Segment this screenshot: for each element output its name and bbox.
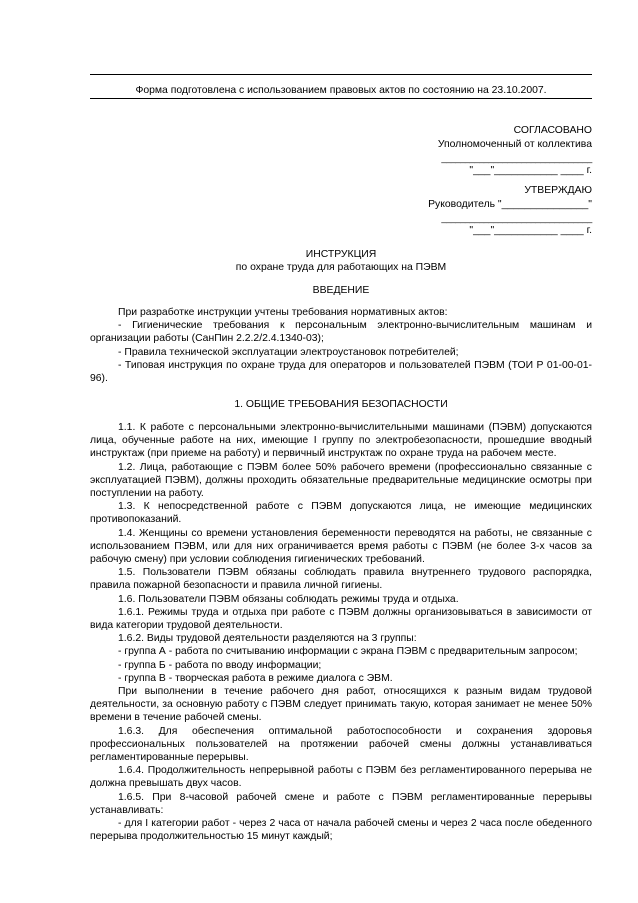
section1-paragraph: - для I категории работ - через 2 часа от начала рабочей смены и через 2 часа после обеденного перерыва продолжительностью 15 минут каждый; [90,818,592,843]
approve-date: "___"___________ ____ г. [469,225,592,236]
agreed-signature-line: ________________________________ [441,153,592,163]
section1-paragraph: 1.6.4. Продолжительность непрерывной работы с ПЭВМ без регламентированного перерыва не должна превышать двух часов. [90,765,592,790]
intro-paragraph: - Гигиенические требования к персональным электронно-вычислительным машинам и организации работы (СанПин 2.2.2/2.4.1340-03); [90,320,592,345]
intro-paragraph: - Типовая инструкция по охране труда для операторов и пользователей ПЭВМ (ТОИ Р 01-00-01-96). [90,359,592,385]
top-rule [90,74,592,75]
section1-paragraph: - группа Б - работа по вводу информации; [118,659,322,671]
section1-paragraph: - группа А - работа по считыванию информации с экрана ПЭВМ с предварительным запросом; [118,646,578,658]
section1-paragraph: - группа В - творческая работа в режиме диалога с ЭВМ. [118,672,393,684]
intro-paragraph: При разработке инструкции учтены требования нормативных актов: [118,307,448,318]
section1-paragraph: При выполнении в течение рабочего дня работ, относящихся к разным видам трудовой деятельности, за основную работу с ПЭВМ следует принимать такую, которая занимает не менее 50% времени в течение рабочей смены. [90,686,592,724]
section1-paragraph: 1.4. Женщины со времени установления беременности переводятся на работы, не связанные с использованием ПЭВМ, или для них ограничивается время работы с ПЭВМ (не более 3-х часов за рабочую смену) при условии соблюдения гигиенических требований. [90,527,592,566]
section1-paragraph: 1.6.3. Для обеспечения оптимальной работоспособности и сохранения здоровья профессиональных пользователей на протяжении рабочей смены должны устанавливаться регламентированные перерывы. [90,725,592,764]
section1-paragraph: 1.6.5. При 8-часовой рабочей смене и работе с ПЭВМ регламентированные перерывы устанавливать: [90,791,592,816]
form-note: Форма подготовлена с использованием правовых актов по состоянию на 23.10.2007. [135,85,547,96]
section1-paragraph: 1.2. Лица, работающие с ПЭВМ более 50% рабочего времени (профессионально связанные с эксплуатацией ПЭВМ), должны проходить обязательные предварительные медицинские осмотры при поступлении на работу. [90,461,592,500]
section1-paragraph: 1.6. Пользователи ПЭВМ обязаны соблюдать режимы труда и отдыха. [118,593,459,605]
approve-by: Руководитель "_______________" [428,199,592,210]
approve-title: УТВЕРЖДАЮ [524,185,592,196]
agreed-by: Уполномоченный от коллектива [437,139,592,150]
section1-heading: 1. ОБЩИЕ ТРЕБОВАНИЯ БЕЗОПАСНОСТИ [234,399,448,410]
section1-paragraph: 1.6.1. Режимы труда и отдыха при работе с ПЭВМ должны организовываться в зависимости от вида категории трудовой деятельности. [90,606,592,632]
intro-paragraph: - Правила технической эксплуатации электроустановок потребителей; [118,346,459,358]
section1-paragraph: 1.1. К работе с персональными электронно-вычислительными машинами (ПЭВМ) допускаются лица, обученные работе на них, имеющие I группу по электробезопасности, прошедшие вводный инструктаж (при приеме на работу) и первичный инструктаж по охране труда на рабочем месте. [90,422,592,460]
section1-text [90,421,592,844]
section1-paragraph: 1.3. К непосредственной работе с ПЭВМ допускаются лица, не имеющие медицинских противопоказаний. [90,501,592,526]
agreed-title: СОГЛАСОВАНО [513,125,592,136]
intro-heading: ВВЕДЕНИЕ [312,285,370,296]
section1-paragraph: 1.5. Пользователи ПЭВМ обязаны соблюдать правила внутреннего трудового распорядка, правила пожарной безопасности и правила личной гигиены. [90,567,592,592]
note-rule [90,98,592,99]
intro-text [90,306,592,385]
section1-paragraph: 1.6.2. Виды трудовой деятельности разделяются на 3 группы: [118,633,417,645]
doc-subtitle: по охране труда для работающих на ПЭВМ [235,262,447,273]
approve-signature-line: ________________________________ [441,213,592,223]
doc-title: ИНСТРУКЦИЯ [305,249,377,260]
agreed-date: "___"___________ ____ г. [469,165,592,176]
